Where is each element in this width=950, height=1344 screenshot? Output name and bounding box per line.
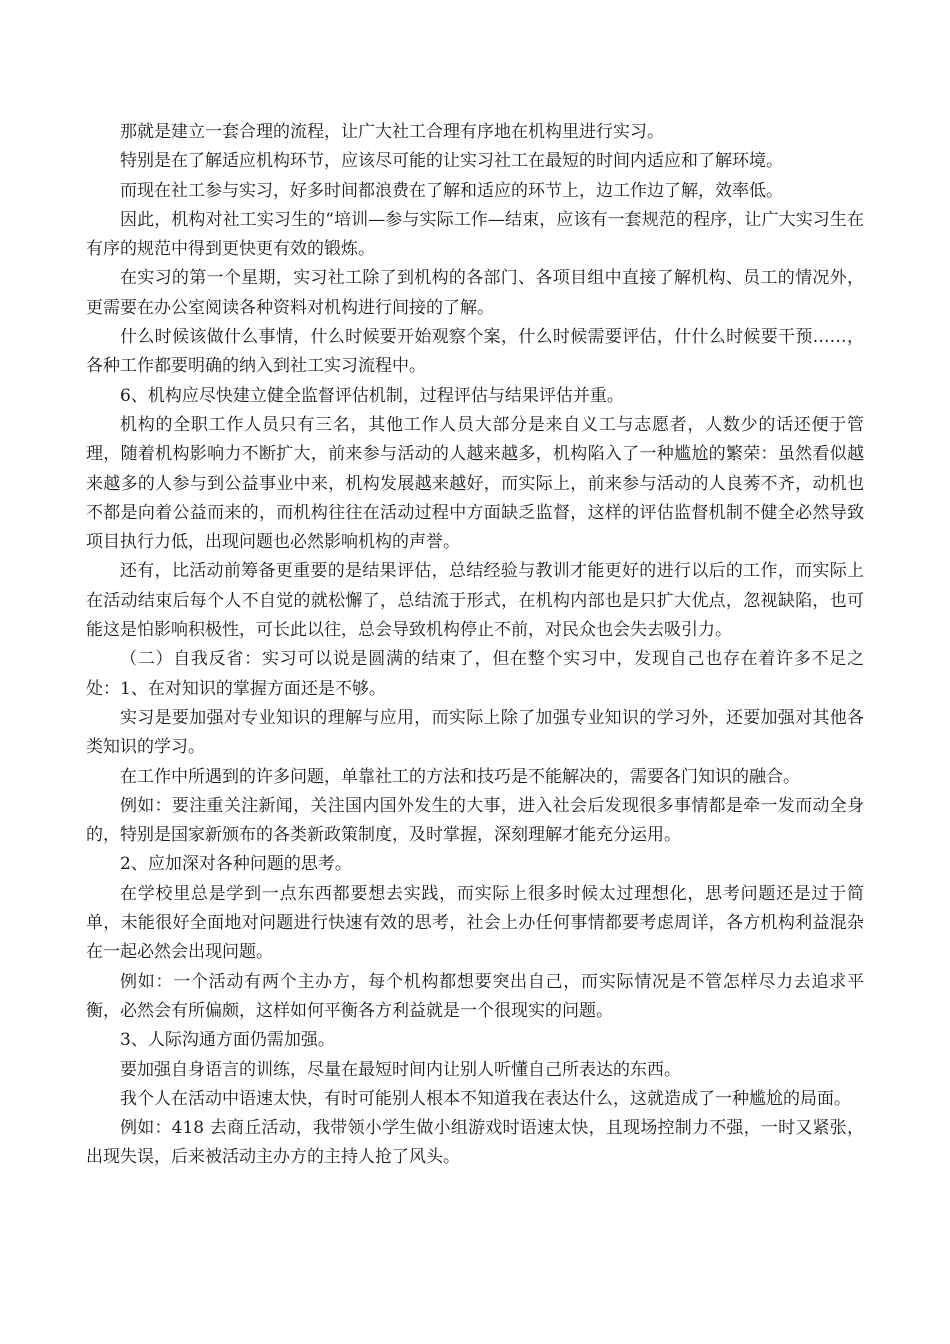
section-heading-6: 6、机构应尽快建立健全监督评估机制，过程评估与结果评估并重。	[120, 385, 624, 406]
paragraph-3: 而现在社工参与实习，好多时间都浪费在了解和适应的环节上，边工作边了解，效率低。	[120, 180, 783, 201]
paragraph-15: 在学校里总是学到一点东西都要想去实践，而实际上很多时候太过理想化，思考问题还是过于简单，未能很好全面地对问题进行快速有效的思考，社会上办任何事情都要考虑周详，各方机构利益混杂在一起必然会出现问题。	[86, 883, 864, 963]
paragraph-2: 特别是在了解适应机构环节，应该尽可能的让实习社工在最短的时间内适应和了解环境。	[120, 151, 783, 172]
paragraph-5: 在实习的第一个星期，实习社工除了到机构的各部门、各项目组中直接了解机构、员工的情况外，更需要在办公室阅读各种资料对机构进行间接的了解。	[86, 268, 864, 318]
paragraph-9: 还有，比活动前筹备更重要的是结果评估，总结经验与教训才能更好的进行以后的工作，而实际上在活动结束后每个人不自觉的就松懈了，总结流于形式，在机构内部也是只扩大优点，忽视缺陷，也可能这是怕影响积极性，可长此以往，总会导致机构停止不前，对民众也会失去吸引力。	[86, 561, 864, 641]
paragraph-11: 实习是要加强对专业知识的理解与应用，而实际上除了加强专业知识的学习外，还要加强对其他各类知识的学习。	[86, 707, 864, 758]
section-heading-2: 2、应加深对各种问题的思考。	[120, 854, 352, 875]
document-body	[86, 118, 864, 1173]
paragraph-12: 在工作中所遇到的许多问题，单靠社工的方法和技巧是不能解决的，需要各门知识的融合。	[120, 766, 800, 787]
paragraph-4: 因此，机构对社工实习生的“培训—参与实际工作—结束，应该有一套规范的程序，让广大实习生在有序的规范中得到更快更有效的锻炼。	[86, 209, 864, 260]
paragraph-8: 机构的全职工作人员只有三名，其他工作人员大部分是来自义工与志愿者，人数少的话还便于管理，随着机构影响力不断扩大，前来参与活动的人越来越多，机构陷入了一种尴尬的繁荣：虽然看似越来越多的人参与到公益事业中来，机构发展越来越好，而实际上，前来参与活动的人良莠不齐，动机也不都是向着公益而来的，而机构往往在活动过程中方面缺乏监督，这样的评估监督机制不健全必然导致项目执行力低，出现问题也必然影响机构的声誉。	[86, 414, 864, 553]
self-reflection-paragraph: （二）自我反省：实习可以说是圆满的结束了，但在整个实习中，发现自己也存在着许多不足之处：1、在对知识的掌握方面还是不够。	[86, 649, 864, 699]
paragraph-19: 我个人在活动中语速太快，有时可能别人根本不知道我在表达什么，这就造成了一种尴尬的局面。	[120, 1088, 851, 1109]
paragraph-20: 例如：418 去商丘活动，我带领小学生做小组游戏时语速太快，且现场控制力不强，一时又紧张，出现失误，后来被活动主办方的主持人抢了风头。	[86, 1118, 864, 1168]
paragraph-16: 例如：一个活动有两个主办方，每个机构都想要突出自己，而实际情况是不管怎样尽力去追求平衡，必然会有所偏颇，这样如何平衡各方利益就是一个很现实的问题。	[86, 971, 864, 1021]
paragraph-6: 什么时候该做什么事情，什么时候要开始观察个案，什么时候需要评估，什什么时候要干预……，各种工作都要明确的纳入到社工实习流程中。	[86, 327, 864, 377]
section-heading-3: 3、人际沟通方面仍需加强。	[120, 1030, 335, 1051]
paragraph-13: 例如：要注重关注新闻，关注国内国外发生的大事，进入社会后发现很多事情都是牵一发而动全身的，特别是国家新颁布的各类新政策制度，及时掌握，深刻理解才能充分运用。	[86, 795, 864, 846]
paragraph-1: 那就是建立一套合理的流程，让广大社工合理有序地在机构里进行实习。	[120, 122, 664, 142]
paragraph-18: 要加强自身语言的训练，尽量在最短时间内让别人听懂自己所表达的东西。	[120, 1059, 681, 1080]
